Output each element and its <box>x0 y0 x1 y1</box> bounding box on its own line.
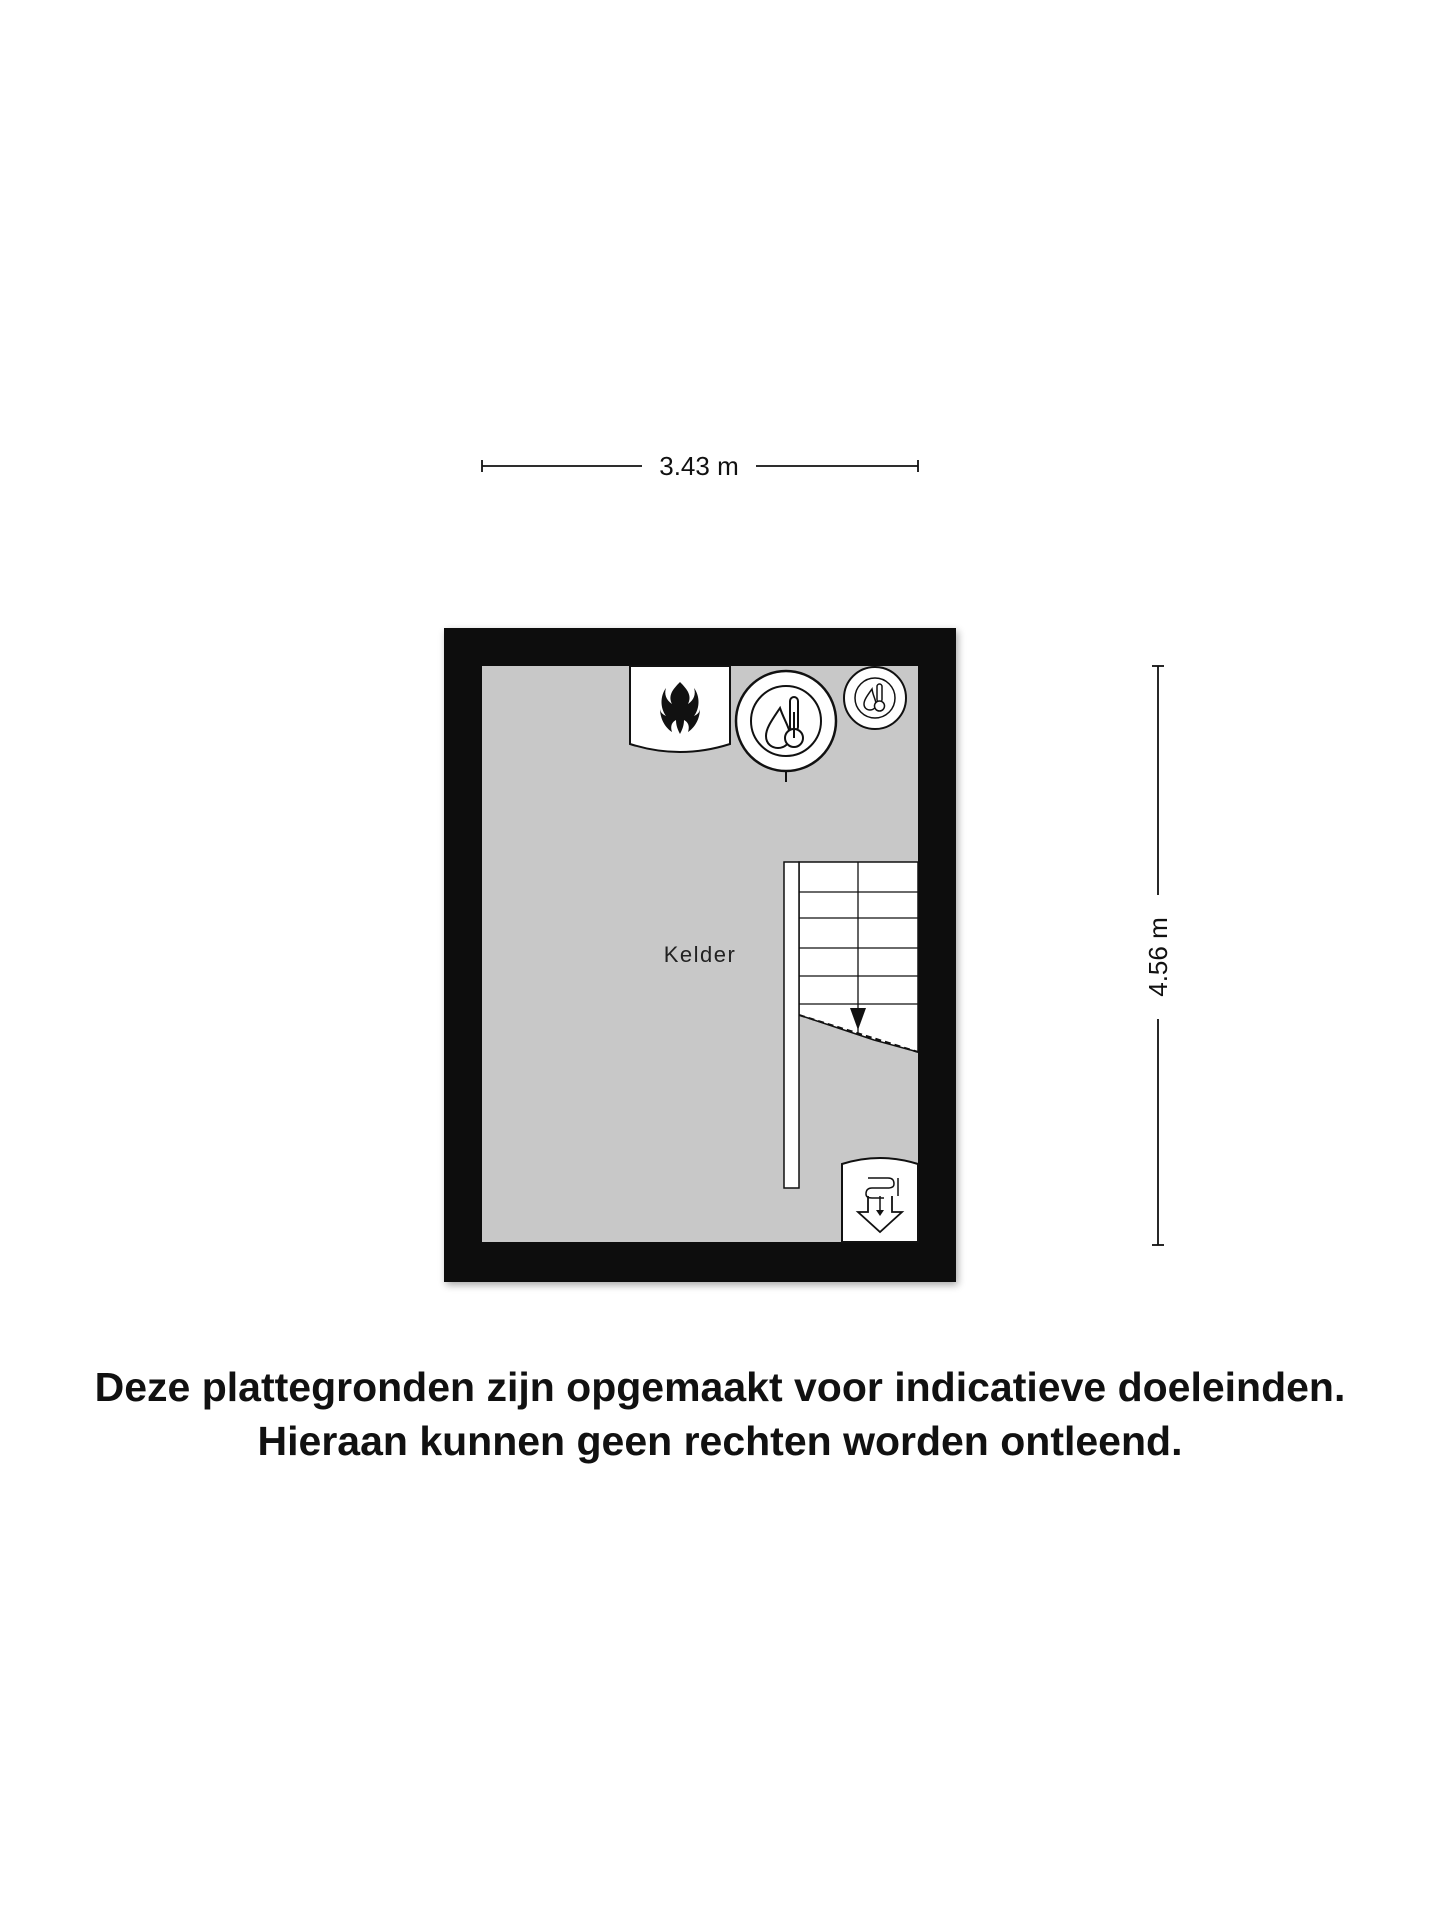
width-dimension <box>482 451 918 481</box>
width-label: 3.43 m <box>659 451 739 481</box>
height-label: 4.56 m <box>1143 917 1173 997</box>
disclaimer-line-1: Deze plattegronden zijn opgemaakt voor indicatieve doeleinden. <box>94 1364 1346 1410</box>
small-water-heater <box>844 667 906 729</box>
stair-railing <box>784 862 799 1188</box>
disclaimer-line-2: Hieraan kunnen geen rechten worden ontleend. <box>257 1418 1183 1464</box>
room-label: Kelder <box>663 942 737 967</box>
drain-unit <box>842 1158 918 1242</box>
boiler-unit <box>630 666 730 752</box>
disclaimer <box>0 1360 1440 1468</box>
height-dimension <box>1143 666 1173 1245</box>
